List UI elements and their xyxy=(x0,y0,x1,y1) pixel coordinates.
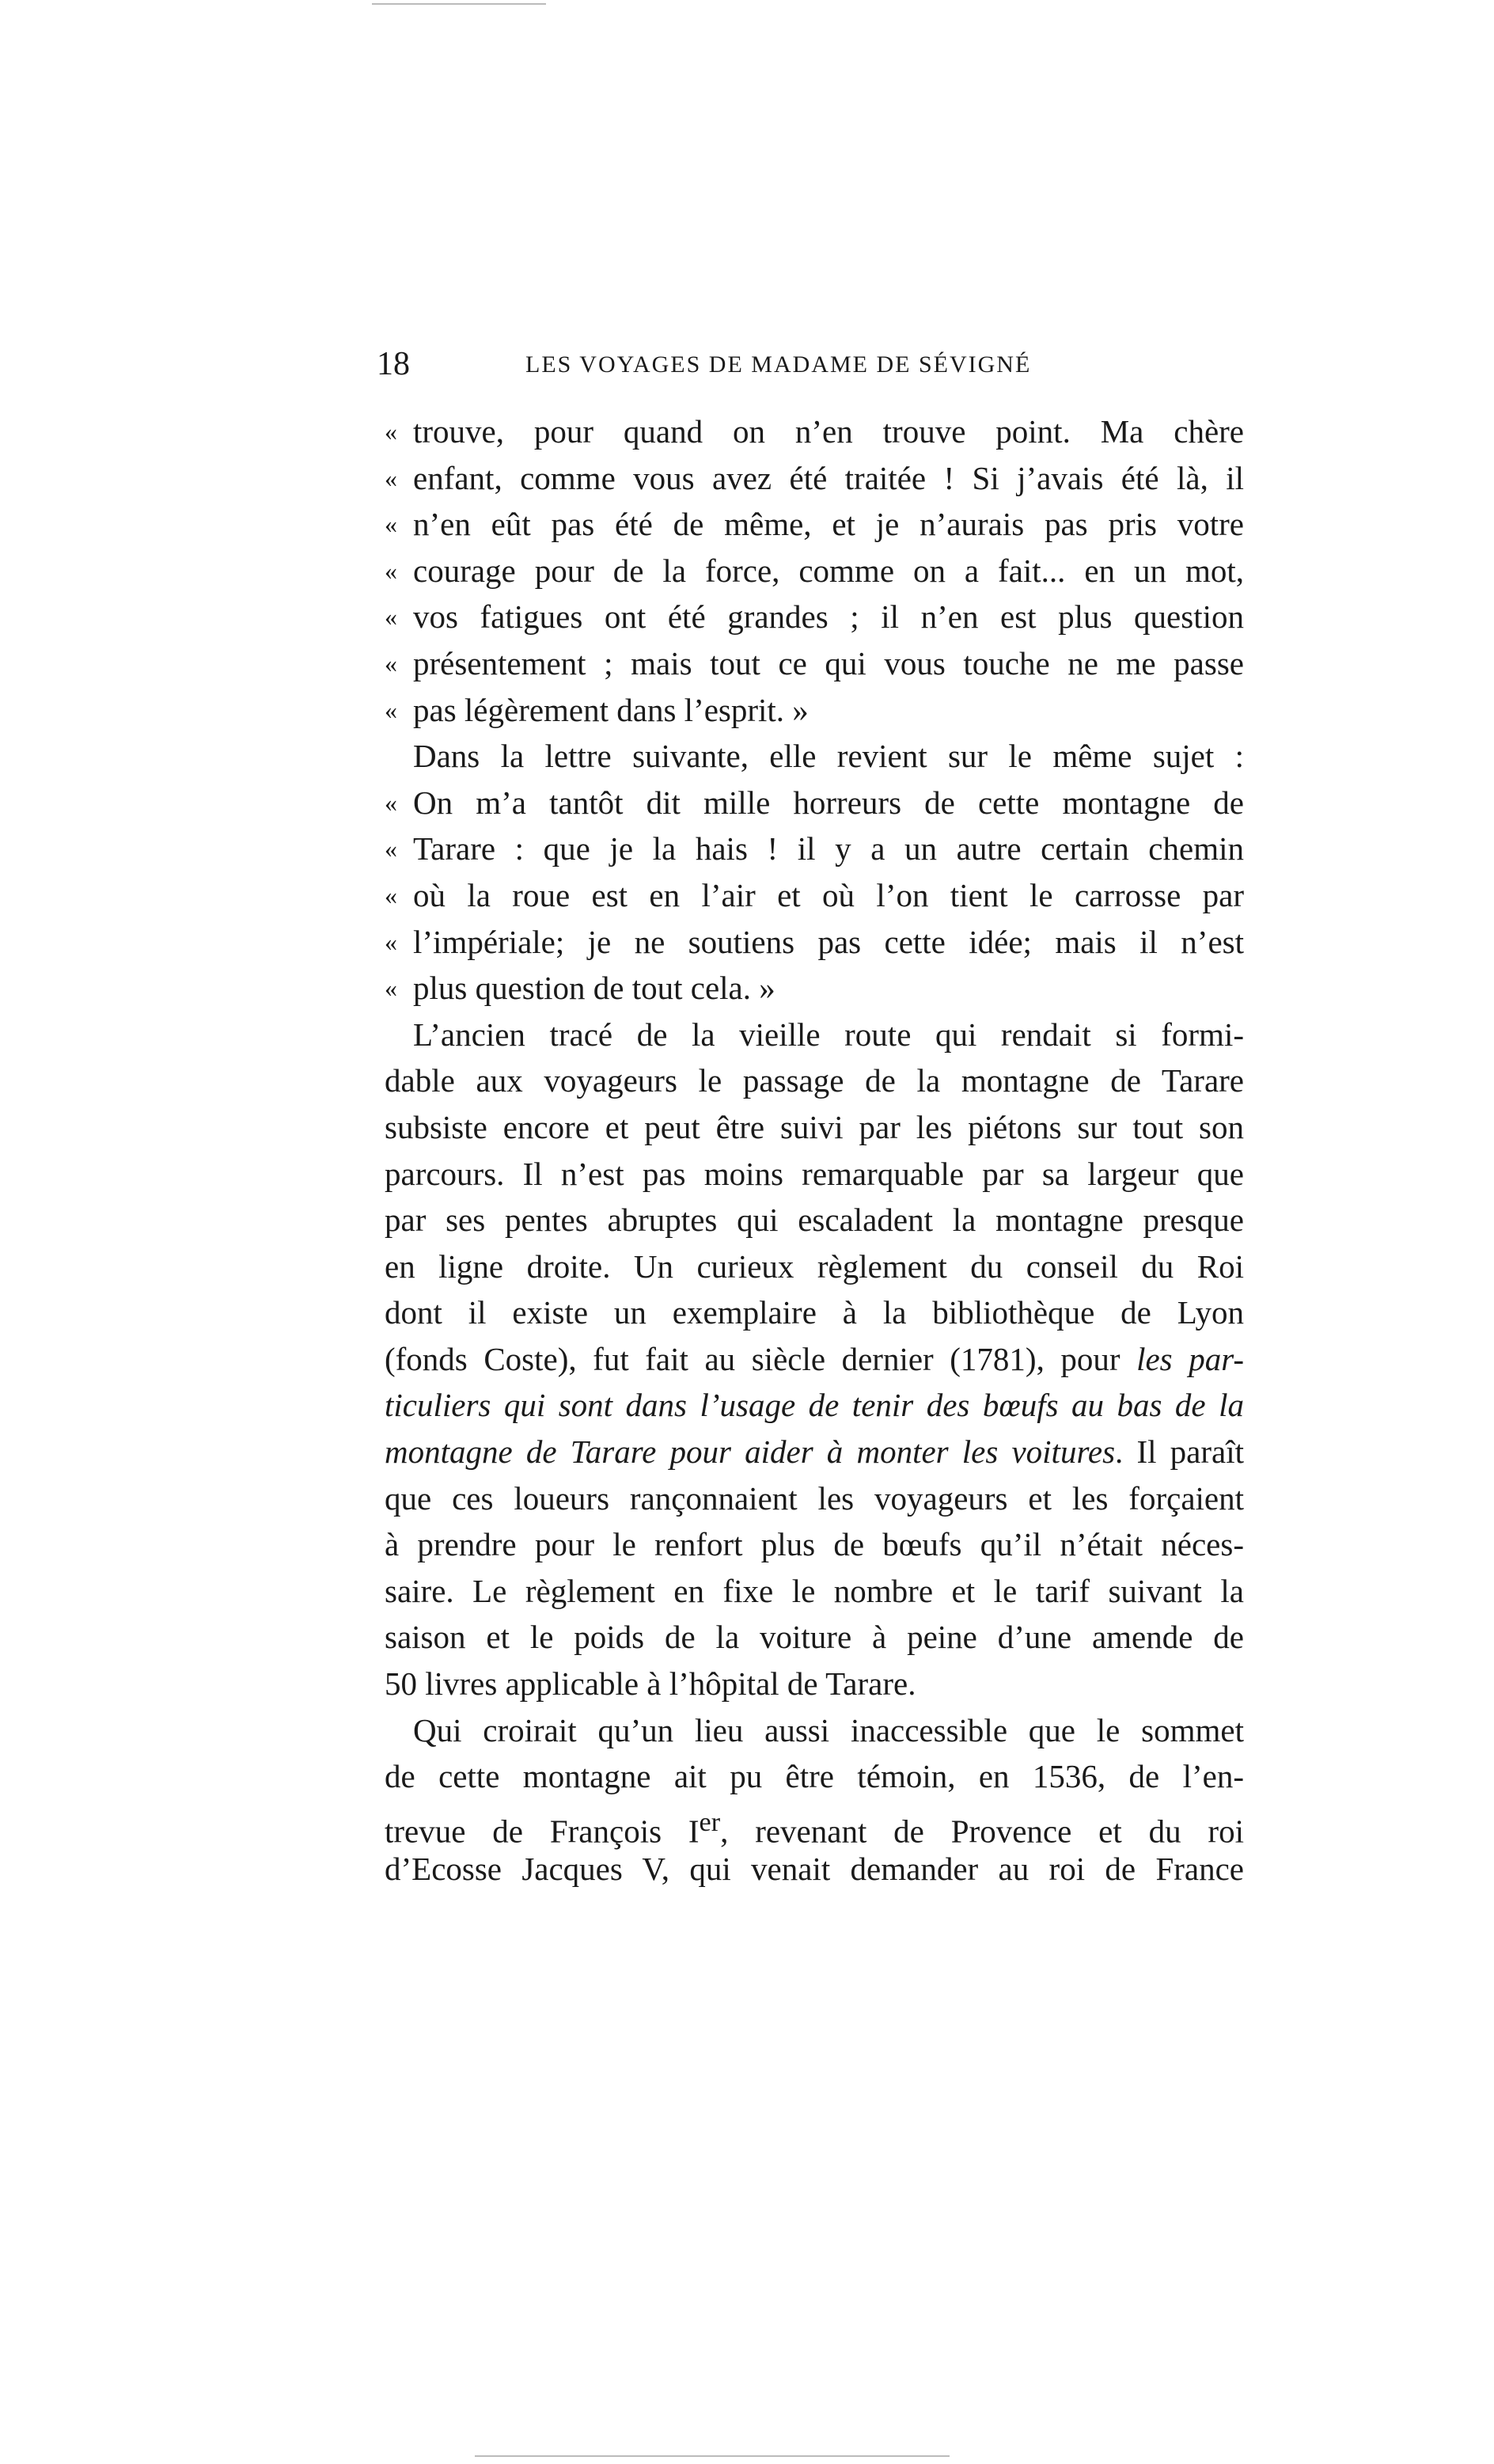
line-text xyxy=(385,1197,1244,1243)
text-segment: plus question de tout cela. » xyxy=(413,970,775,1007)
quote-mark: « xyxy=(385,695,397,724)
text-line xyxy=(385,1614,1244,1661)
line-text xyxy=(385,1104,1244,1151)
line-text xyxy=(385,1336,1244,1383)
line-text xyxy=(413,826,1244,872)
line-text xyxy=(385,1846,1244,1893)
text-segment: présentement ; mais tout ce qui vous touche ne me passe xyxy=(413,644,1244,681)
text-segment: . Il paraît xyxy=(1115,1433,1244,1471)
text-line xyxy=(385,1429,1244,1475)
text-line xyxy=(385,1661,1244,1707)
line-text xyxy=(385,1475,1244,1522)
text-line xyxy=(385,780,1244,826)
text-segment: (fonds Coste), fut fait au siècle dernier (1781), pour xyxy=(385,1340,1137,1377)
text-line xyxy=(385,455,1244,502)
text-line xyxy=(385,1151,1244,1198)
line-text xyxy=(413,780,1244,826)
running-header xyxy=(377,345,1073,385)
superscript: er xyxy=(699,1807,721,1837)
text-segment: que ces loueurs rançonnaient les voyageurs et les forçaient xyxy=(385,1479,1244,1517)
text-line xyxy=(385,408,1244,455)
quote-mark: « xyxy=(385,834,397,864)
line-text xyxy=(413,733,1244,780)
text-line xyxy=(385,1057,1244,1104)
line-text xyxy=(413,1707,1244,1754)
text-line xyxy=(385,1104,1244,1151)
line-text xyxy=(385,1753,1244,1800)
text-segment: par ses pentes abruptes qui escaladent la montagne presque xyxy=(385,1202,1244,1239)
text-line xyxy=(385,733,1244,780)
text-segment: Dans la lettre suivante, elle revient sur le même sujet : xyxy=(413,738,1244,775)
line-text xyxy=(385,1243,1244,1290)
line-text xyxy=(413,919,1244,966)
text-segment: vos fatigues ont été grandes ; il n’en est plus question xyxy=(413,598,1244,636)
quote-mark: « xyxy=(385,927,397,956)
text-line xyxy=(385,919,1244,966)
line-text xyxy=(413,594,1244,640)
text-line xyxy=(385,1753,1244,1800)
text-line xyxy=(385,1800,1244,1850)
text-segment: de cette montagne ait pu être témoin, en 1536, de l’en- xyxy=(385,1758,1244,1795)
line-text xyxy=(413,408,1244,455)
text-segment: On m’a tantôt dit mille horreurs de cette montagne de xyxy=(413,784,1244,821)
text-segment: L’ancien tracé de la vieille route qui rendait si formi- xyxy=(413,1016,1244,1053)
text-line xyxy=(385,1243,1244,1290)
italic-text: ticuliers qui sont dans l’usage de tenir des bœufs au bas de la xyxy=(385,1387,1244,1424)
text-line xyxy=(385,965,1244,1012)
body-text xyxy=(385,408,1244,1893)
italic-text: montagne de Tarare pour aider à monter les voitures xyxy=(385,1433,1116,1471)
line-text xyxy=(413,872,1244,919)
line-text xyxy=(385,1057,1244,1104)
quote-mark: « xyxy=(385,974,397,1003)
running-title: LES VOYAGES DE MADAME DE SÉVIGNÉ xyxy=(525,351,1032,378)
text-segment: 50 livres applicable à l’hôpital de Tarare. xyxy=(385,1665,916,1703)
line-text xyxy=(385,1151,1244,1198)
quote-mark: « xyxy=(385,880,397,909)
text-segment: d’Ecosse Jacques V, qui venait demander au roi de France xyxy=(385,1851,1244,1888)
text-line xyxy=(385,501,1244,548)
text-segment: Qui croirait qu’un lieu aussi inaccessible que le sommet xyxy=(413,1711,1244,1748)
text-segment: dable aux voyageurs le passage de la montagne de Tarare xyxy=(385,1062,1244,1099)
line-text xyxy=(413,640,1244,687)
text-line xyxy=(385,640,1244,687)
text-line xyxy=(385,1475,1244,1522)
text-line xyxy=(385,594,1244,640)
text-segment: trouve, pour quand on n’en trouve point. Ma chère xyxy=(413,413,1244,450)
text-segment: où la roue est en l’air et où l’on tient le carrosse par xyxy=(413,876,1244,913)
text-line xyxy=(385,872,1244,919)
text-line xyxy=(385,548,1244,594)
quote-mark: « xyxy=(385,602,397,632)
text-line xyxy=(385,1521,1244,1568)
quote-mark: « xyxy=(385,510,397,539)
text-segment: enfant, comme vous avez été traitée ! Si j’avais été là, il xyxy=(413,459,1244,496)
text-segment: en ligne droite. Un curieux règlement du conseil du Roi xyxy=(385,1247,1244,1285)
quote-mark: « xyxy=(385,556,397,585)
text-line xyxy=(385,1289,1244,1336)
text-line xyxy=(385,826,1244,872)
text-segment: saison et le poids de la voiture à peine d’une amende de xyxy=(385,1619,1244,1656)
text-line xyxy=(385,1336,1244,1383)
quote-mark: « xyxy=(385,417,397,446)
text-segment: dont il existe un exemplaire à la bibliothèque de Lyon xyxy=(385,1294,1244,1331)
text-line xyxy=(385,1197,1244,1243)
quote-mark: « xyxy=(385,648,397,678)
line-text xyxy=(413,548,1244,594)
line-text xyxy=(385,1521,1244,1568)
text-segment: saire. Le règlement en fixe le nombre et le tarif suivant la xyxy=(385,1572,1244,1609)
text-segment: , revenant de Provence et du roi xyxy=(720,1813,1244,1850)
scan-edge-bottom xyxy=(475,2455,950,2457)
line-text xyxy=(413,687,1244,734)
text-line xyxy=(385,687,1244,734)
line-text xyxy=(413,1012,1244,1058)
text-segment: parcours. Il n’est pas moins remarquable par sa largeur que xyxy=(385,1155,1244,1192)
text-line xyxy=(385,1382,1244,1429)
quote-mark: « xyxy=(385,463,397,492)
text-segment: l’impériale; je ne soutiens pas cette idée; mais il n’est xyxy=(413,923,1244,960)
text-segment: n’en eût pas été de même, et je n’aurais pas pris votre xyxy=(413,506,1244,543)
line-text xyxy=(385,1661,1244,1707)
text-segment: subsiste encore et peut être suivi par les piétons sur tout son xyxy=(385,1108,1244,1145)
text-segment: pas légèrement dans l’esprit. » xyxy=(413,691,809,728)
line-text xyxy=(413,965,1244,1012)
line-text xyxy=(385,1289,1244,1336)
quote-mark: « xyxy=(385,788,397,817)
text-segment: à prendre pour le renfort plus de bœufs qu’il n’était néces- xyxy=(385,1526,1244,1563)
text-line xyxy=(385,1012,1244,1058)
text-segment: trevue de François I xyxy=(385,1813,700,1850)
line-text xyxy=(413,501,1244,548)
line-text xyxy=(385,1429,1244,1475)
text-segment: Tarare : que je la hais ! il y a un autre certain chemin xyxy=(413,830,1244,868)
scan-edge-top xyxy=(372,3,546,5)
line-text xyxy=(385,1382,1244,1429)
text-line xyxy=(385,1707,1244,1754)
line-text xyxy=(385,1614,1244,1661)
text-segment: courage pour de la force, comme on a fait... en un mot, xyxy=(413,552,1244,589)
line-text xyxy=(413,455,1244,502)
italic-text: les par- xyxy=(1136,1340,1244,1377)
line-text xyxy=(385,1568,1244,1615)
text-line xyxy=(385,1568,1244,1615)
page-number: 18 xyxy=(377,346,410,382)
text-line xyxy=(385,1846,1244,1893)
